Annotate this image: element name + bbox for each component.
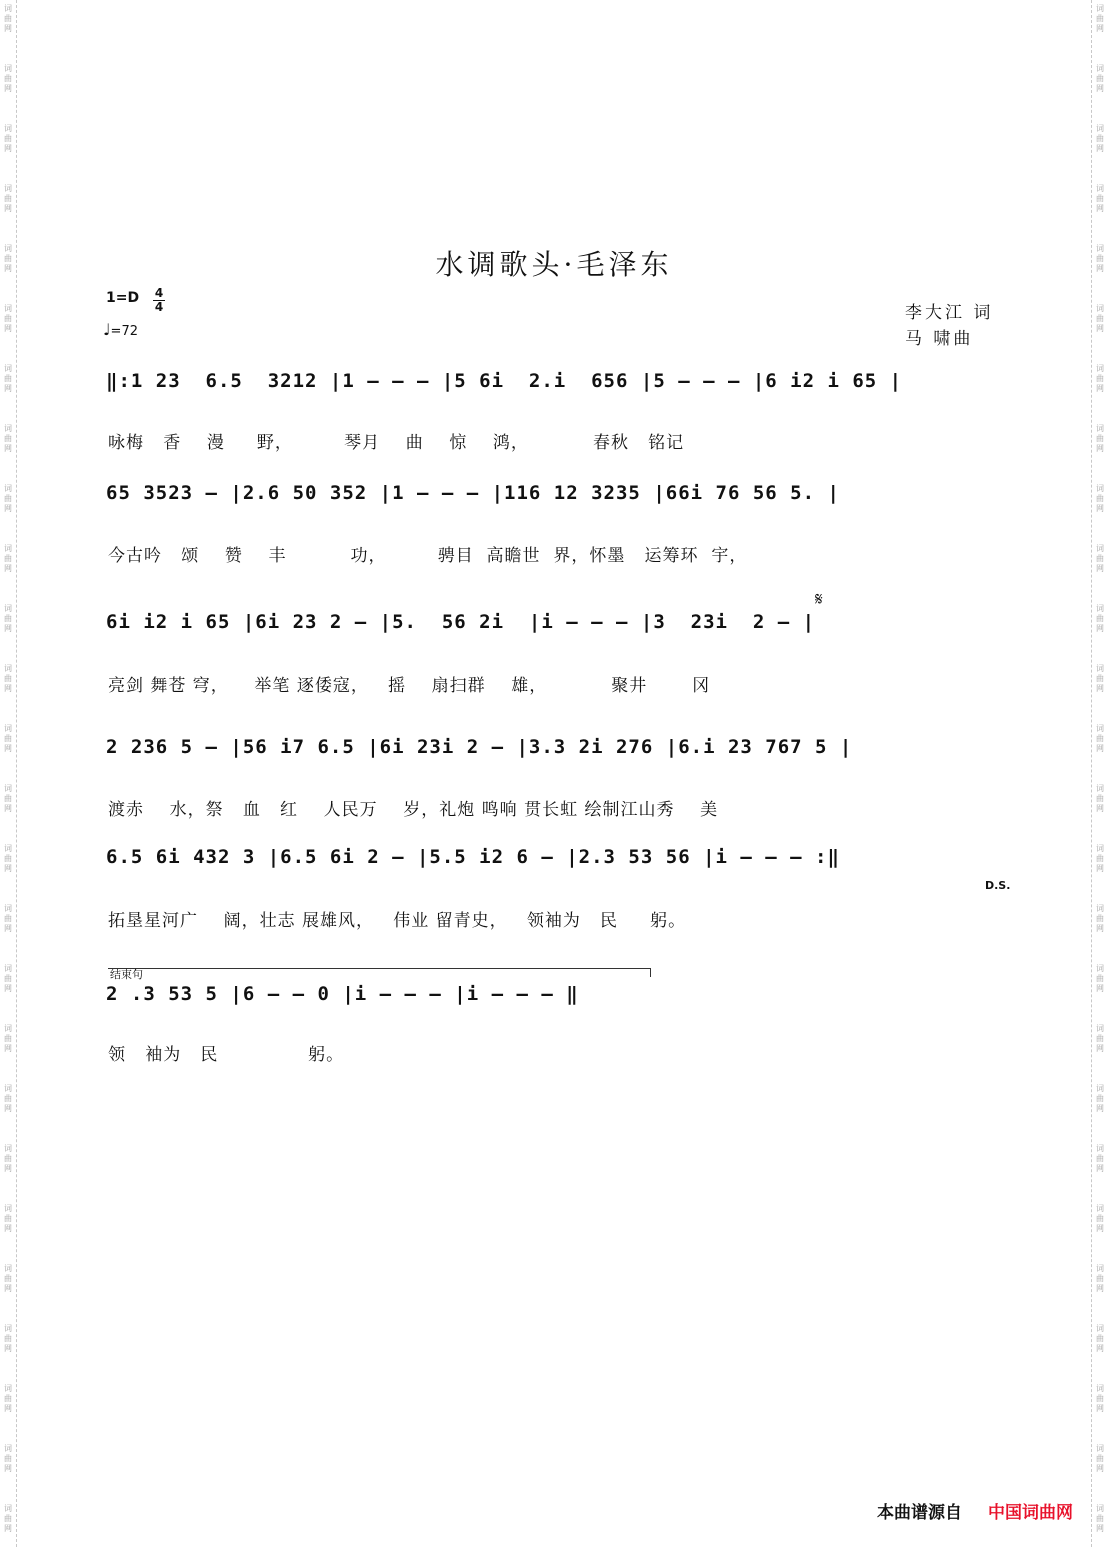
watermark-glyphs: 词 曲 网 — [4, 1084, 12, 1113]
notation-line-4: 2 236 5 — |56 i7 6.5 |6i 23i 2 — |3.3 2i 276 |6.i 23 767 5 | — [106, 736, 853, 758]
watermark-glyphs: 词 曲 网 — [4, 124, 12, 153]
watermark-glyphs: 词 曲 网 — [4, 784, 12, 813]
watermark-glyphs: 词 曲 网 — [4, 664, 12, 693]
footer-site-name: 中国词曲网 — [988, 1503, 1073, 1523]
lyrics-line-3: 亮剑 舞苍 穹， 举笔 逐倭寇， 摇 扇扫群 雄， 聚井 冈 — [108, 676, 711, 696]
watermark-glyphs: 词 曲 网 — [1096, 184, 1104, 213]
watermark-glyphs: 词 曲 网 — [1096, 244, 1104, 273]
watermark-glyphs: 词 曲 网 — [1096, 724, 1104, 753]
watermark-glyphs: 词 曲 网 — [1096, 1504, 1104, 1533]
right-watermark-strip — [1091, 0, 1108, 1547]
composer-credit: 马 啸曲 — [905, 329, 974, 349]
watermark-glyphs: 词 曲 网 — [4, 424, 12, 453]
watermark-glyphs: 词 曲 网 — [1096, 1324, 1104, 1353]
watermark-glyphs: 词 曲 网 — [1096, 1264, 1104, 1293]
song-title: 水调歌头·毛泽东 — [435, 248, 673, 281]
key-signature: 1=D — [106, 290, 140, 306]
footer-source-label: 本曲谱源自 — [877, 1503, 962, 1523]
watermark-glyphs: 词 曲 网 — [4, 1324, 12, 1353]
watermark-glyphs: 词 曲 网 — [1096, 844, 1104, 873]
watermark-glyphs: 词 曲 网 — [4, 484, 12, 513]
time-signature — [153, 287, 165, 314]
lyrics-line-6: 领 袖为 民 躬。 — [108, 1045, 345, 1065]
lyrics-line-4: 渡赤 水，祭 血 红 人民万 岁，礼炮 鸣响 贯长虹 绘制江山秀 美 — [108, 800, 719, 820]
watermark-glyphs: 词 曲 网 — [4, 1024, 12, 1053]
ending-bracket — [108, 968, 651, 977]
time-signature-bottom: 4 — [154, 300, 164, 314]
watermark-glyphs: 词 曲 网 — [1096, 1084, 1104, 1113]
left-watermark-strip — [0, 0, 17, 1547]
watermark-glyphs: 词 曲 网 — [1096, 1024, 1104, 1053]
watermark-glyphs: 词 曲 网 — [4, 1264, 12, 1293]
watermark-glyphs: 词 曲 网 — [4, 64, 12, 93]
notation-line-1: ‖:1 23 6.5 3212 |1 — — — |5 6i 2.i 656 |5 — — — |6 i2 i 65 | — [106, 370, 903, 392]
watermark-glyphs: 词 曲 网 — [4, 1444, 12, 1473]
ds-marking: D.S. — [985, 879, 1011, 892]
watermark-glyphs: 词 曲 网 — [1096, 124, 1104, 153]
watermark-glyphs: 词 曲 网 — [1096, 604, 1104, 633]
watermark-glyphs: 词 曲 网 — [4, 844, 12, 873]
watermark-glyphs: 词 曲 网 — [4, 604, 12, 633]
watermark-glyphs: 词 曲 网 — [4, 1144, 12, 1173]
watermark-glyphs: 词 曲 网 — [1096, 64, 1104, 93]
watermark-glyphs: 词 曲 网 — [1096, 784, 1104, 813]
quarter-note-icon: ♩ — [103, 320, 111, 339]
watermark-glyphs: 词 曲 网 — [1096, 484, 1104, 513]
lyrics-line-1: 咏梅 香 漫 野， 琴月 曲 惊 鸿， 春秋 铭记 — [108, 433, 685, 453]
notation-line-2: 65 3523 — |2.6 50 352 |1 — — — |116 12 3235 |66i 76 56 5. | — [106, 482, 840, 504]
time-signature-top: 4 — [154, 286, 164, 300]
watermark-glyphs: 词 曲 网 — [1096, 1204, 1104, 1233]
watermark-glyphs: 词 曲 网 — [4, 244, 12, 273]
watermark-glyphs: 词 曲 网 — [1096, 364, 1104, 393]
watermark-glyphs: 词 曲 网 — [1096, 304, 1104, 333]
watermark-glyphs: 词 曲 网 — [1096, 1144, 1104, 1173]
segno-icon: 𝄋 — [815, 589, 823, 610]
watermark-glyphs: 词 曲 网 — [4, 1504, 12, 1533]
watermark-glyphs: 词 曲 网 — [4, 1204, 12, 1233]
lyrics-line-2: 今古吟 颂 赞 丰 功， 骋目 高瞻世 界，怀墨 运筹环 宇， — [108, 546, 748, 566]
watermark-glyphs: 词 曲 网 — [1096, 544, 1104, 573]
notation-line-5: 6.5 6i 432 3 |6.5 6i 2 — |5.5 i2 6 — |2.3 53 56 |i — — — :‖ — [106, 846, 840, 868]
watermark-glyphs: 词 曲 网 — [4, 904, 12, 933]
watermark-glyphs: 词 曲 网 — [1096, 964, 1104, 993]
lyricist-credit: 李大江 词 — [905, 303, 994, 323]
tempo-value: =72 — [110, 324, 138, 339]
watermark-glyphs: 词 曲 网 — [4, 184, 12, 213]
notation-line-3: 6i i2 i 65 |6i 23 2 — |5. 56 2i |i — — — |3 23i 2 — | — [106, 611, 816, 633]
watermark-glyphs: 词 曲 网 — [1096, 1384, 1104, 1413]
watermark-glyphs: 词 曲 网 — [4, 364, 12, 393]
ending-label: 结束句 — [110, 968, 143, 981]
watermark-glyphs: 词 曲 网 — [4, 304, 12, 333]
watermark-glyphs: 词 曲 网 — [4, 544, 12, 573]
notation-line-6: 2 .3 53 5 |6 — — 0 |i — — — |i — — — ‖ — [106, 983, 579, 1005]
watermark-glyphs: 词 曲 网 — [1096, 664, 1104, 693]
watermark-glyphs: 词 曲 网 — [1096, 424, 1104, 453]
watermark-glyphs: 词 曲 网 — [4, 724, 12, 753]
watermark-glyphs: 词 曲 网 — [4, 964, 12, 993]
lyrics-line-5: 拓垦星河广 阔，壮志 展雄风， 伟业 留青史， 领袖为 民 躬。 — [108, 911, 687, 931]
watermark-glyphs: 词 曲 网 — [4, 4, 12, 33]
watermark-glyphs: 词 曲 网 — [1096, 1444, 1104, 1473]
tempo-marking — [103, 320, 138, 339]
watermark-glyphs: 词 曲 网 — [1096, 904, 1104, 933]
watermark-glyphs: 词 曲 网 — [1096, 4, 1104, 33]
watermark-glyphs: 词 曲 网 — [4, 1384, 12, 1413]
